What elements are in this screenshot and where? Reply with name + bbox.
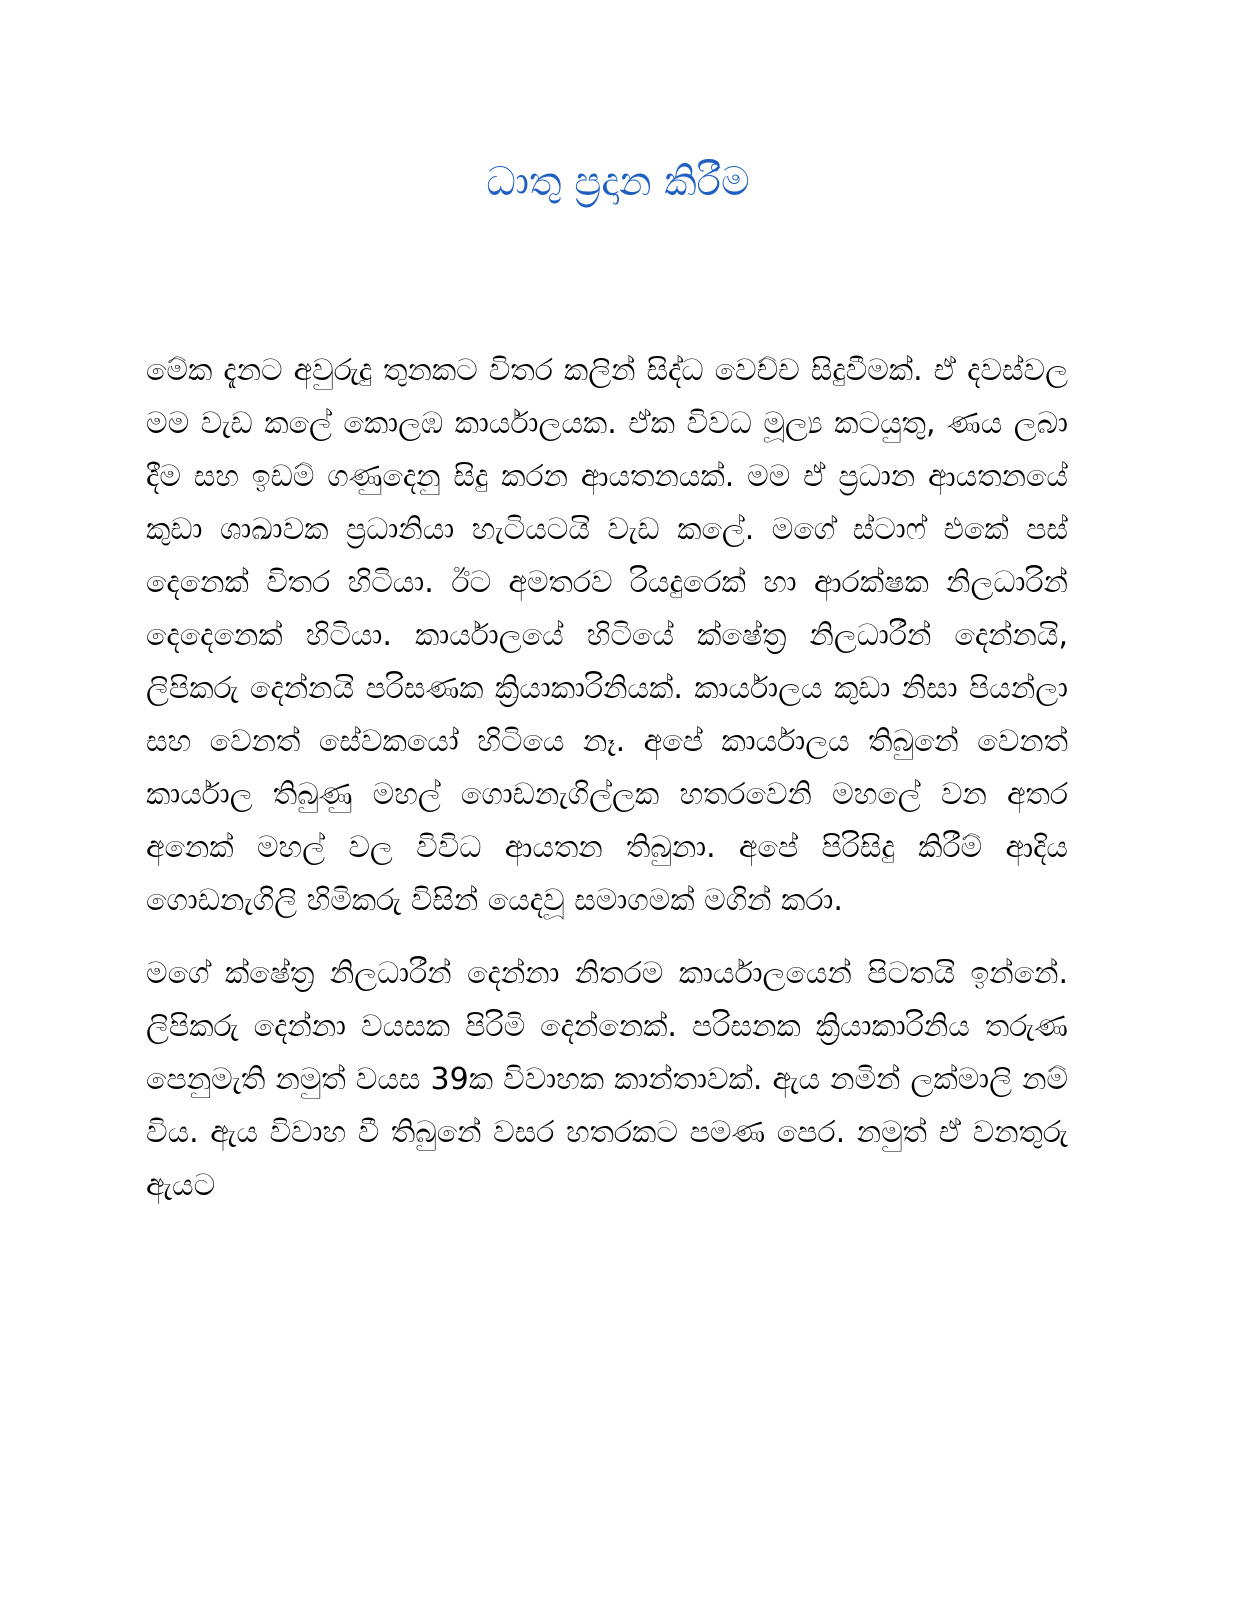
paragraph-1: මේක දැනට අවුරුදු තුනකට විතර කලින් සිද්ධ වෙච්ච සිදුවීමක්. ඒ දවස්වල මම වැඩ කලේ කොලඹ කාර්යාලයක. ඒක විවධ මූල්‍ය කටයුතු, ණය ලබා දීම සහ ඉඩම් ගණුදෙනු සිදු කරන ආයතනයක්. මම ඒ ප්‍රධාන ආයතනයේ කුඩා ශාඛාවක ප්‍රධානියා හැටියටයි වැඩ කලේ. මගේ ස්ටාෆ් එකේ පස් දෙනෙක් විතර හිටියා. ඊට අමතරව රියදුරෙක් හා ආරක්ෂක නිලධාරින් දෙදෙනෙක් හිටියා. කාර්යාලයේ හිටියේ ක්ෂේත්‍ර නිලධාරීන් දෙන්නයි, ලිපිකරු දෙන්නයි පරිසණක ක්‍රියාකාරිනියක්. කාර්යාලය කුඩා නිසා පියන්ලා සහ වෙනත් සේවකයෝ හිටියෙ නෑ. අපේ කාර්යාලය තිබුනේ වෙනත් කාර්යාල තිබුණු මහල් ගොඩනැගිල්ලක හතරවෙනි මහලේ වන අතර අනෙක් මහල් වල විවිධ ආයතන තිබුනා. අපේ පිරිසිදු කිරීම් ආදිය ගොඩනැගිලි හිමිකරු විසින් යෙදවූ සමාගමක් මගින් කරා. <box>146 353 1068 918</box>
document-title: ධාතු ප්‍රදාන කිරීම <box>486 159 750 205</box>
document-body <box>146 344 1068 1232</box>
paragraph-2: මගේ ක්ෂේත්‍ර නිලධාරීන් දෙන්නා නිතරම කාර්යාලයෙන් පිටතයි ඉන්නේ. ලිපිකරු දෙන්නා වයසක පිරිමි දෙන්නෙක්. පරිසනක ක්‍රියාකාරිනිය තරුණ පෙනුමැති නමුත් වයස 39ක විවාහක කාන්තාවක්. ඇය නමින් ලක්මාලි නම් විය. ඇය විවාහ වී තිබුනේ වසර හතරකට පමණ පෙර. නමුත් ඒ වනතුරු ඇයට <box>146 956 1068 1203</box>
